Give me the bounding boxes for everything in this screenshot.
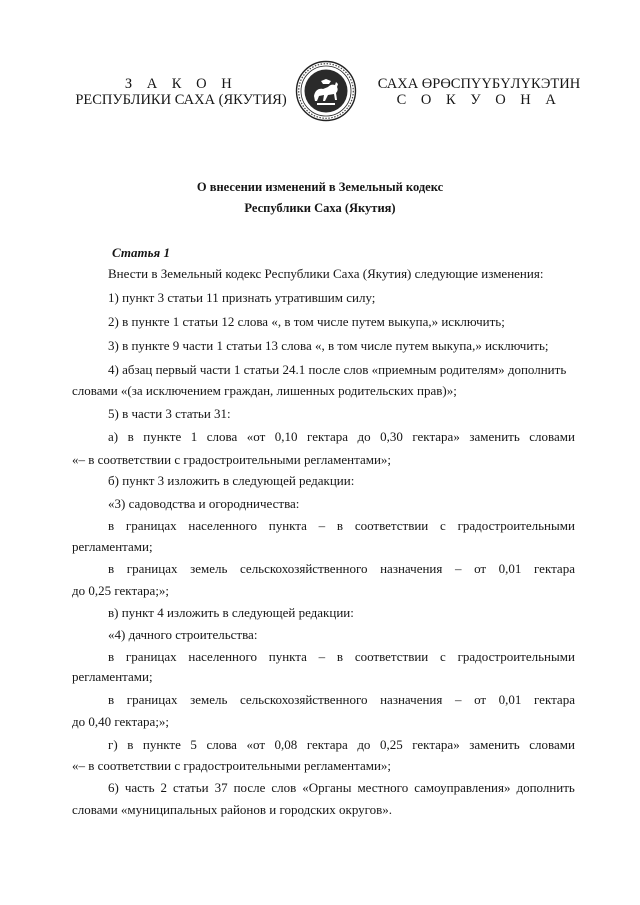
body-line: «3) садоводства и огородничества: [108,496,300,511]
word: населенного [188,518,257,533]
word: сельскохозяйственного [240,692,368,707]
document-title-line2: Республики Саха (Якутия) [244,201,396,215]
word: – [454,692,462,707]
word: «Органы [302,780,352,795]
word: градостроительными [457,518,575,533]
word: в [127,737,134,752]
word: до [357,737,371,752]
word: 0,01 [498,692,522,707]
word: самоуправления» [414,780,511,795]
word: от [474,561,487,576]
word: в [108,518,115,533]
header-right-line1: САХА ӨРӨСПҮҮБҮЛҮКЭТИН [377,76,581,92]
word: гектара [534,692,575,707]
word: гектара [534,561,575,576]
word: – [454,561,462,576]
document-title-line1: О внесении изменений в Земельный кодекс [196,180,444,194]
word: границах [125,649,177,664]
word: словами [529,737,575,752]
body-line: регламентами; [72,539,153,554]
word: а) [108,429,119,444]
word: «от [246,429,266,444]
word: в [108,692,115,707]
word: соответствии [354,518,429,533]
word: в [336,649,344,664]
word: границах [126,561,178,576]
word: земель [190,561,228,576]
word: «от [246,737,265,752]
word: статьи [173,780,209,795]
word: пункта [268,649,307,664]
word: назначения [380,561,443,576]
word: – [318,649,326,664]
word: дополнить [516,780,575,795]
body-line: в) пункт 4 изложить в следующей редакции: [108,605,354,620]
body-line: 2) в пункте 1 статьи 12 слова «, в том числе путем выкупа,» исключить; [108,314,505,329]
word: 0,01 [498,561,522,576]
body-line: «– в соответствии с градостроительными регламентами»; [72,758,392,773]
body-line: 3) в пункте 9 части 1 статьи 13 слова «, в том числе путем выкупа,» исключить; [108,338,549,353]
body-line: до 0,40 гектара;»; [72,714,170,729]
word: границах [126,692,178,707]
body-line-justified [108,692,575,708]
word: до [357,429,371,444]
body-line-justified [108,518,575,534]
word: 2 [160,780,168,795]
header-left-line2: РЕСПУБЛИКИ САХА (ЯКУТИЯ) [75,92,287,108]
body-line: 1) пункт 3 статьи 11 признать утратившим силу; [108,290,376,305]
body-line: Внести в Земельный кодекс Республики Саха (Якутия) следующие изменения: [108,266,544,281]
body-line-justified [108,561,575,577]
word: градостроительными [457,649,575,664]
word: местного [357,780,409,795]
body-line: 4) абзац первый части 1 статьи 24.1 после слов «приемным родителям» дополнить [108,362,567,377]
body-line: словами «(за исключением граждан, лишенных родительских прав)»; [72,383,457,398]
word: в [127,429,134,444]
word: 37 [214,780,228,795]
word: пункте [143,429,182,444]
word: 0,08 [274,737,298,752]
word: в [108,561,115,576]
word: словами [529,429,575,444]
word: земель [190,692,228,707]
body-line: 5) в части 3 статьи 31: [108,406,231,421]
header-right [364,76,594,108]
word: назначения [380,692,443,707]
article-heading: Статья 1 [112,245,170,260]
coat-of-arms-emblem [295,60,357,122]
word: гектара» [412,429,460,444]
header-left [64,76,298,108]
body-line: словами «муниципальных районов и городских округов». [72,802,393,817]
word: пункта [268,518,307,533]
word: пункте [142,737,181,752]
word: часть [124,780,155,795]
word: 5 [190,737,197,752]
word: заменить [469,429,520,444]
word: с [440,518,446,533]
header-right-line2: С О К У О Н А [396,92,562,108]
word: заменить [469,737,520,752]
body-line: «– в соответствии с градостроительными регламентами»; [72,452,392,467]
word: гектара [306,737,348,752]
body-line: до 0,25 гектара;»; [72,583,170,598]
word: с [440,649,446,664]
body-line: б) пункт 3 изложить в следующей редакции: [108,473,355,488]
word: соответствии [354,649,429,664]
word: в [108,649,115,664]
word: населенного [188,649,257,664]
word: 0,10 [274,429,298,444]
word: после [233,780,266,795]
word: сельскохозяйственного [240,561,368,576]
word: от [474,692,487,707]
word: в [336,518,344,533]
word: границах [125,518,177,533]
word: слов [271,780,297,795]
body-line-justified [108,429,575,445]
header-left-line1: З А К О Н [124,76,238,92]
word: 0,25 [379,737,403,752]
word: – [318,518,326,533]
word: 1 [190,429,198,444]
word: слова [206,737,237,752]
body-line-justified [108,780,575,796]
body-line: «4) дачного строительства: [108,627,258,642]
body-line-justified [108,649,575,665]
word: гектара» [412,737,460,752]
coat-of-arms-emblem-icon [295,60,357,122]
word: 6) [108,780,119,795]
word: слова [206,429,238,444]
body-line: регламентами; [72,669,153,684]
word: 0,30 [380,429,403,444]
word: гектара [307,429,348,444]
word: г) [108,737,118,752]
body-line-justified [108,737,575,753]
